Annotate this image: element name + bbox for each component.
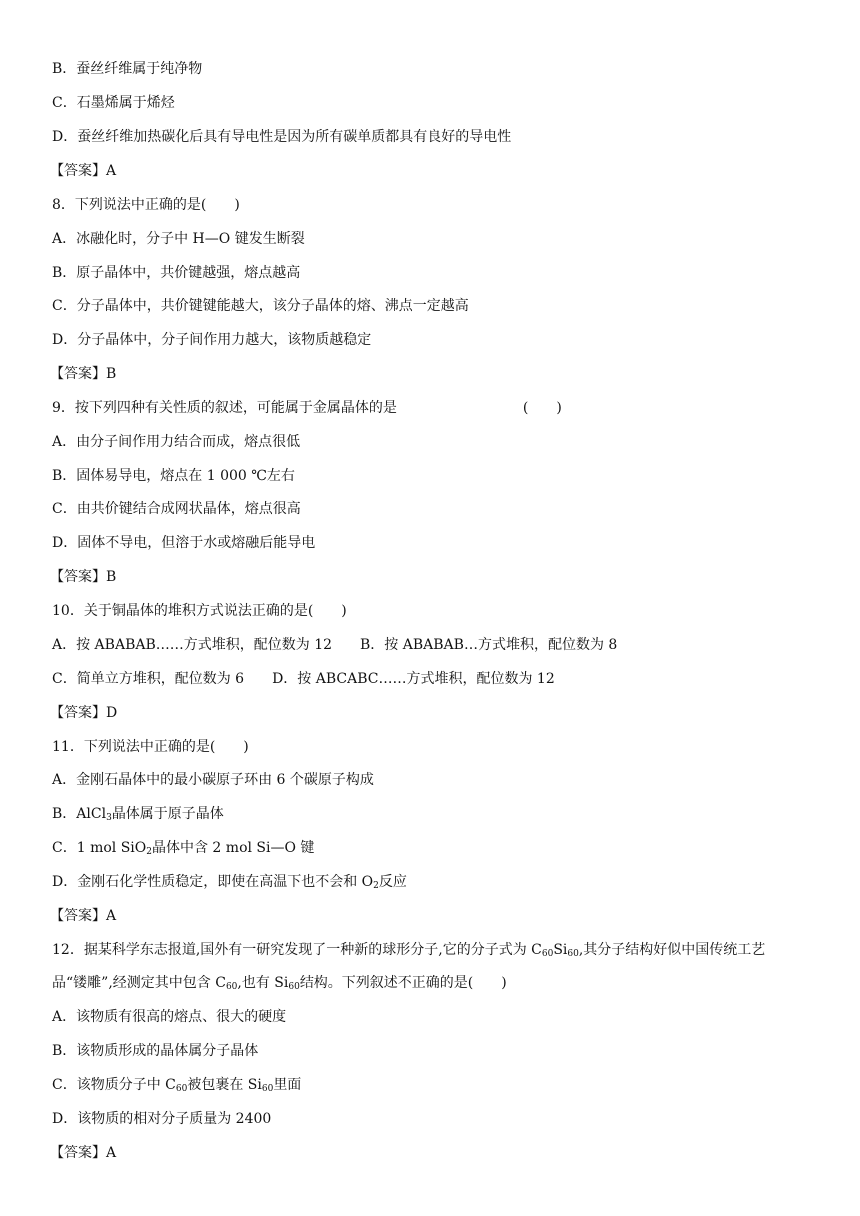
option-11d	[52, 872, 407, 892]
answer-11: 【答案】A	[50, 908, 117, 924]
answer-9: 【答案】B	[50, 569, 117, 585]
question-9: 9．按下列四种有关性质的叙述，可能属于金属晶体的是 ( )	[52, 400, 562, 416]
option-11c	[52, 838, 314, 858]
subscript: 60	[225, 982, 238, 992]
question-8: 8．下列说法中正确的是( )	[52, 197, 240, 213]
question-12-line2	[52, 973, 507, 993]
option-12b: B．该物质形成的晶体属分子晶体	[52, 1043, 259, 1059]
question-10: 10．关于铜晶体的堆积方式说法正确的是( )	[52, 603, 347, 619]
answer-10: 【答案】D	[50, 705, 118, 721]
option-9b: B．固体易导电，熔点在 1 000 ℃左右	[52, 468, 295, 484]
question-12-text: 12．据某科学东志报道,国外有一研究发现了一种新的球形分子,它的分子式为 C	[52, 942, 542, 958]
option-11d-text: D．金刚石化学性质稳定，即使在高温下也不会和 O	[52, 874, 374, 890]
option-11b	[52, 804, 224, 824]
question-12-text-si: Si	[553, 942, 568, 958]
subscript: 60	[175, 1084, 188, 1094]
answer-7: 【答案】A	[50, 163, 117, 179]
option-12c-end: 里面	[273, 1077, 302, 1093]
question-12-line1	[52, 940, 765, 960]
option-11b-text: B．AlCl	[52, 806, 107, 822]
option-12a: A．该物质有很高的熔点、很大的硬度	[52, 1009, 287, 1025]
option-11a: A．金刚石晶体中的最小碳原子环由 6 个碳原子构成	[52, 772, 374, 788]
option-10cd: C．简单立方堆积，配位数为 6 D．按 ABCABC……方式堆积，配位数为 12	[52, 671, 555, 687]
option-11b-text-end: 晶体属于原子晶体	[111, 806, 224, 822]
subscript: 2	[373, 881, 379, 891]
option-9c: C．由共价键结合成网状晶体，熔点很高	[52, 501, 301, 517]
option-11d-text-end: 反应	[378, 874, 407, 890]
option-12c-text: C．该物质分子中 C	[52, 1077, 176, 1093]
option-12d: D．该物质的相对分子质量为 2400	[52, 1111, 272, 1127]
option-12c	[52, 1075, 301, 1095]
option-9a: A．由分子间作用力结合而成，熔点很低	[52, 434, 301, 450]
option-8b: B．原子晶体中，共价键越强，熔点越高	[52, 265, 301, 281]
subscript: 60	[261, 1084, 274, 1094]
answer-12: 【答案】A	[50, 1145, 117, 1161]
question-12-line2-text: 品“镂雕”,经测定其中包含 C	[52, 975, 226, 991]
option-8a: A．冰融化时，分子中 H—O 键发生断裂	[52, 231, 305, 247]
question-12-line2-mid: ,也有 Si	[237, 975, 289, 991]
option-7d: D．蚕丝纤维加热碳化后具有导电性是因为所有碳单质都具有良好的导电性	[52, 129, 512, 145]
option-8d: D．分子晶体中，分子间作用力越大，该物质越稳定	[52, 332, 372, 348]
option-12c-mid: 被包裹在 Si	[187, 1077, 262, 1093]
subscript: 60	[567, 949, 579, 959]
question-12-line2-end: 结构。下列叙述不正确的是( )	[299, 975, 507, 991]
option-8c: C．分子晶体中，共价键键能越大，该分子晶体的熔、沸点一定越高	[52, 298, 469, 314]
option-10ab: A．按 ABABAB……方式堆积，配位数为 12 B．按 ABABAB…方式堆积，配位数为 8	[52, 637, 618, 653]
answer-8: 【答案】B	[50, 366, 117, 382]
option-7b: B．蚕丝纤维属于纯净物	[52, 61, 203, 77]
subscript: 2	[146, 847, 152, 857]
option-7c: C．石墨烯属于烯烃	[52, 95, 175, 111]
question-12-text-end: ,其分子结构好似中国传统工艺	[578, 942, 766, 958]
option-9d: D．固体不导电，但溶于水或熔融后能导电	[52, 535, 316, 551]
option-11c-text-end: 晶体中含 2 mol Si—O 键	[151, 840, 315, 856]
subscript: 60	[541, 949, 554, 959]
subscript: 3	[106, 813, 112, 823]
question-11: 11．下列说法中正确的是( )	[52, 739, 249, 755]
option-11c-text: C．1 mol SiO	[52, 840, 147, 856]
subscript: 60	[288, 982, 300, 992]
